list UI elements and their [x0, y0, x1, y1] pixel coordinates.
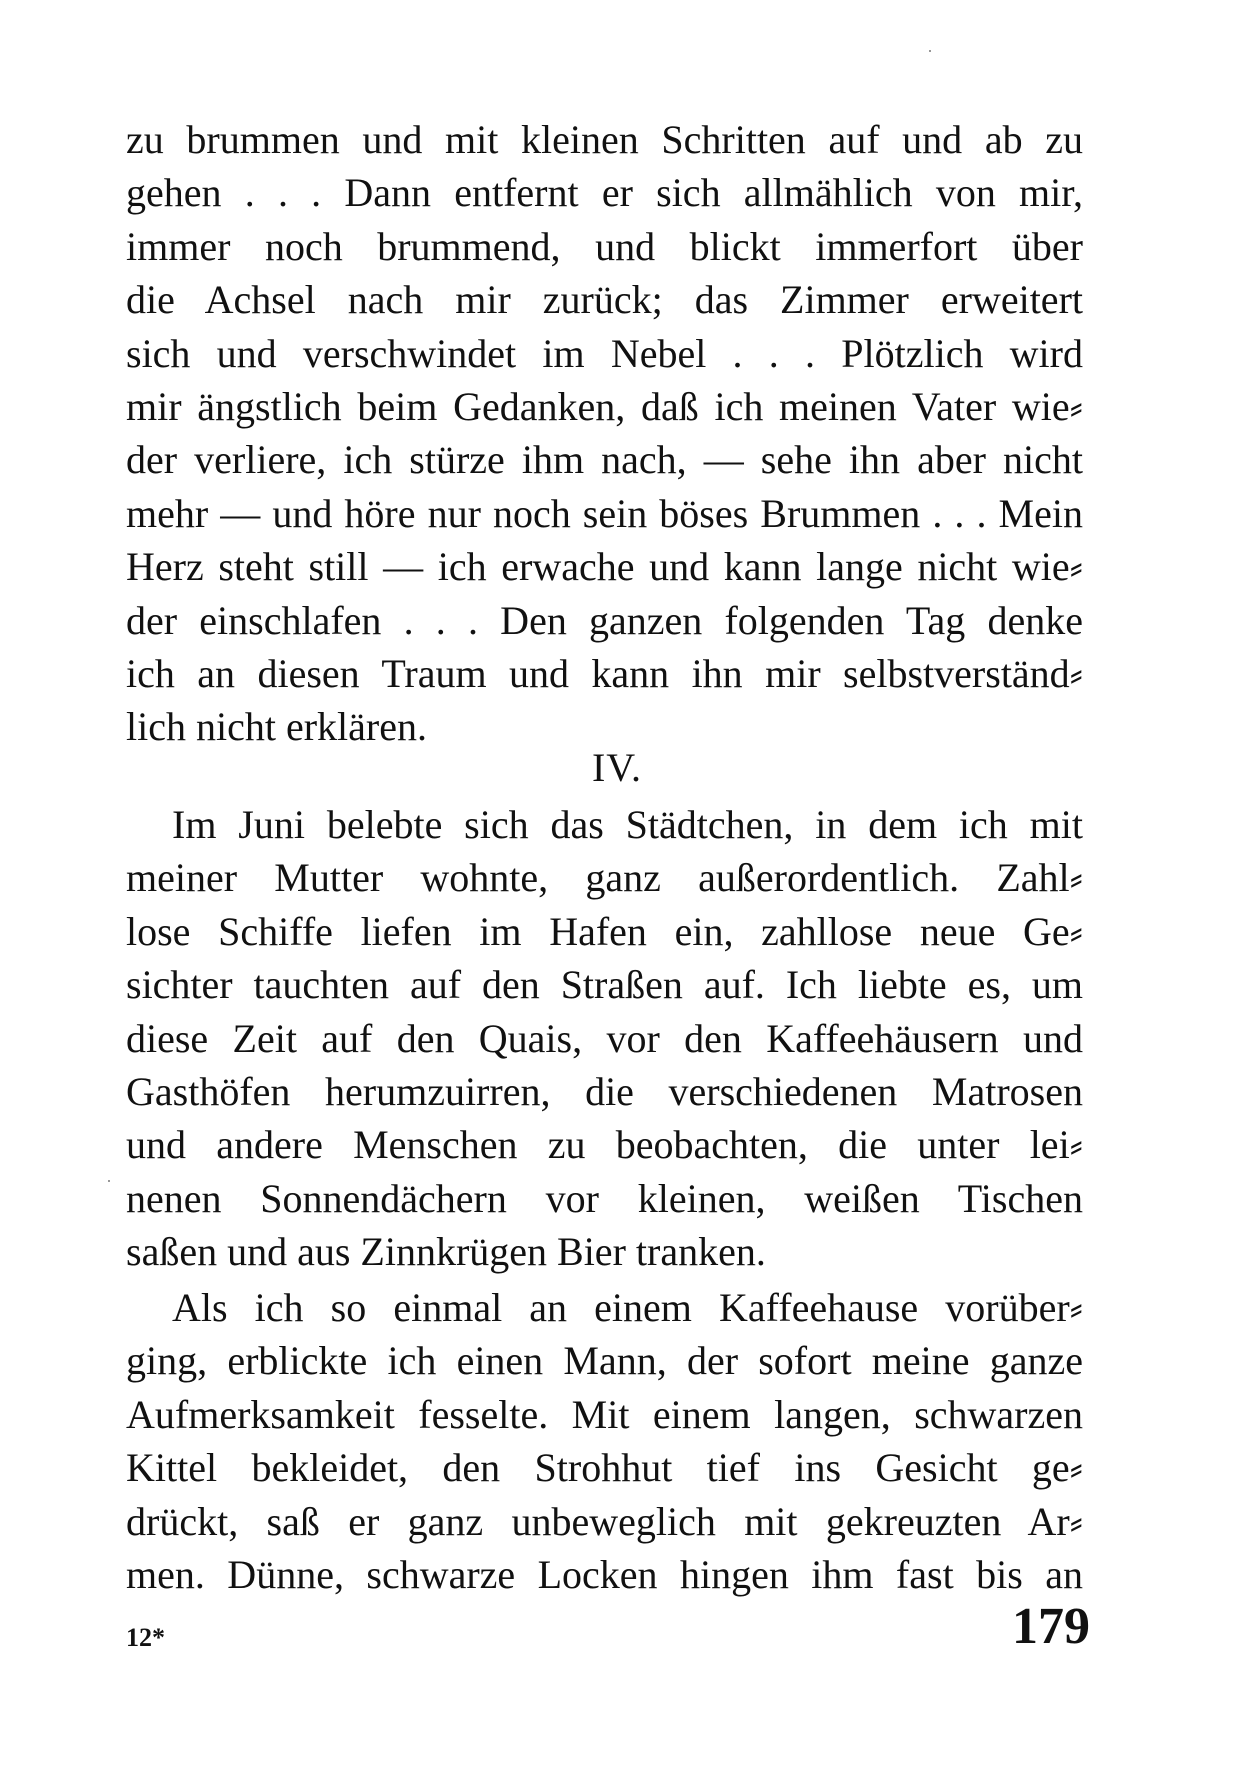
text-line: die Achsel nach mir zurück; das Zimmer erweitert: [126, 277, 1083, 323]
text-line: lose Schiffe liefen im Hafen ein, zahllose neue Ge⸗: [126, 908, 1083, 954]
print-speck: [929, 50, 931, 52]
text-line: ging, erblickte ich einen Mann, der sofort meine ganze: [126, 1338, 1083, 1384]
text-line: Aufmerksamkeit fesselte. Mit einem langen, schwarzen: [126, 1391, 1083, 1437]
text-line: der verliere, ich stürze ihm nach, — sehe ihn aber nicht: [126, 437, 1083, 483]
section-heading: IV.: [591, 745, 643, 790]
text-line: Herz steht still — ich erwache und kann lange nicht wie⸗: [126, 544, 1083, 590]
print-speck: [108, 1180, 110, 1182]
text-line: mir ängstlich beim Gedanken, daß ich meinen Vater wie⸗: [126, 383, 1083, 429]
text-line: Gasthöfen herumzuirren, die verschiedenen Matrosen: [126, 1068, 1083, 1114]
text-line: Als ich so einmal an einem Kaffeehause vorüber⸗: [172, 1285, 1083, 1330]
text-line: immer noch brummend, und blickt immerfort über: [126, 223, 1083, 269]
text-line: zu brummen und mit kleinen Schritten auf und ab zu: [126, 117, 1083, 162]
text-line: diese Zeit auf den Quais, vor den Kaffeehäusern und: [126, 1015, 1083, 1061]
text-line: lich nicht erklären.: [126, 704, 427, 750]
text-line: ich an diesen Traum und kann ihn mir selbstverständ⸗: [126, 650, 1083, 696]
text-line: nenen Sonnendächern vor kleinen, weißen Tischen: [126, 1175, 1083, 1221]
text-line: sich und verschwindet im Nebel . . . Plötzlich wird: [126, 330, 1083, 376]
page-number: 179: [1012, 1598, 1090, 1655]
text-line: der einschlafen . . . Den ganzen folgenden Tag denke: [126, 597, 1083, 643]
signature-mark: 12*: [126, 1623, 165, 1652]
text-line: und andere Menschen zu beobachten, die unter lei⸗: [126, 1122, 1083, 1168]
text-line: drückt, saß er ganz unbeweglich mit gekreuzten Ar⸗: [126, 1498, 1083, 1544]
text-line: gehen . . . Dann entfernt er sich allmählich von mir,: [126, 170, 1083, 216]
text-line: sichter tauchten auf den Straßen auf. Ich liebte es, um: [126, 962, 1083, 1008]
text-line: Kittel bekleidet, den Strohhut tief ins Gesicht ge⸗: [126, 1445, 1083, 1491]
text-line: mehr — und höre nur noch sein böses Brummen . . . Mein: [126, 490, 1083, 536]
text-line: men. Dünne, schwarze Locken hingen ihm fast bis an: [126, 1551, 1083, 1597]
paragraph-man: [126, 1281, 1083, 1601]
text-line: saßen und aus Zinnkrügen Bier tranken.: [126, 1229, 766, 1275]
text-line: Im Juni belebte sich das Städtchen, in dem ich mit: [172, 802, 1083, 847]
paragraph-june: [126, 798, 1083, 1279]
text-line: meiner Mutter wohnte, ganz außerordentlich. Zahl⸗: [126, 855, 1083, 901]
paragraph-dream-ending: [126, 113, 1083, 754]
